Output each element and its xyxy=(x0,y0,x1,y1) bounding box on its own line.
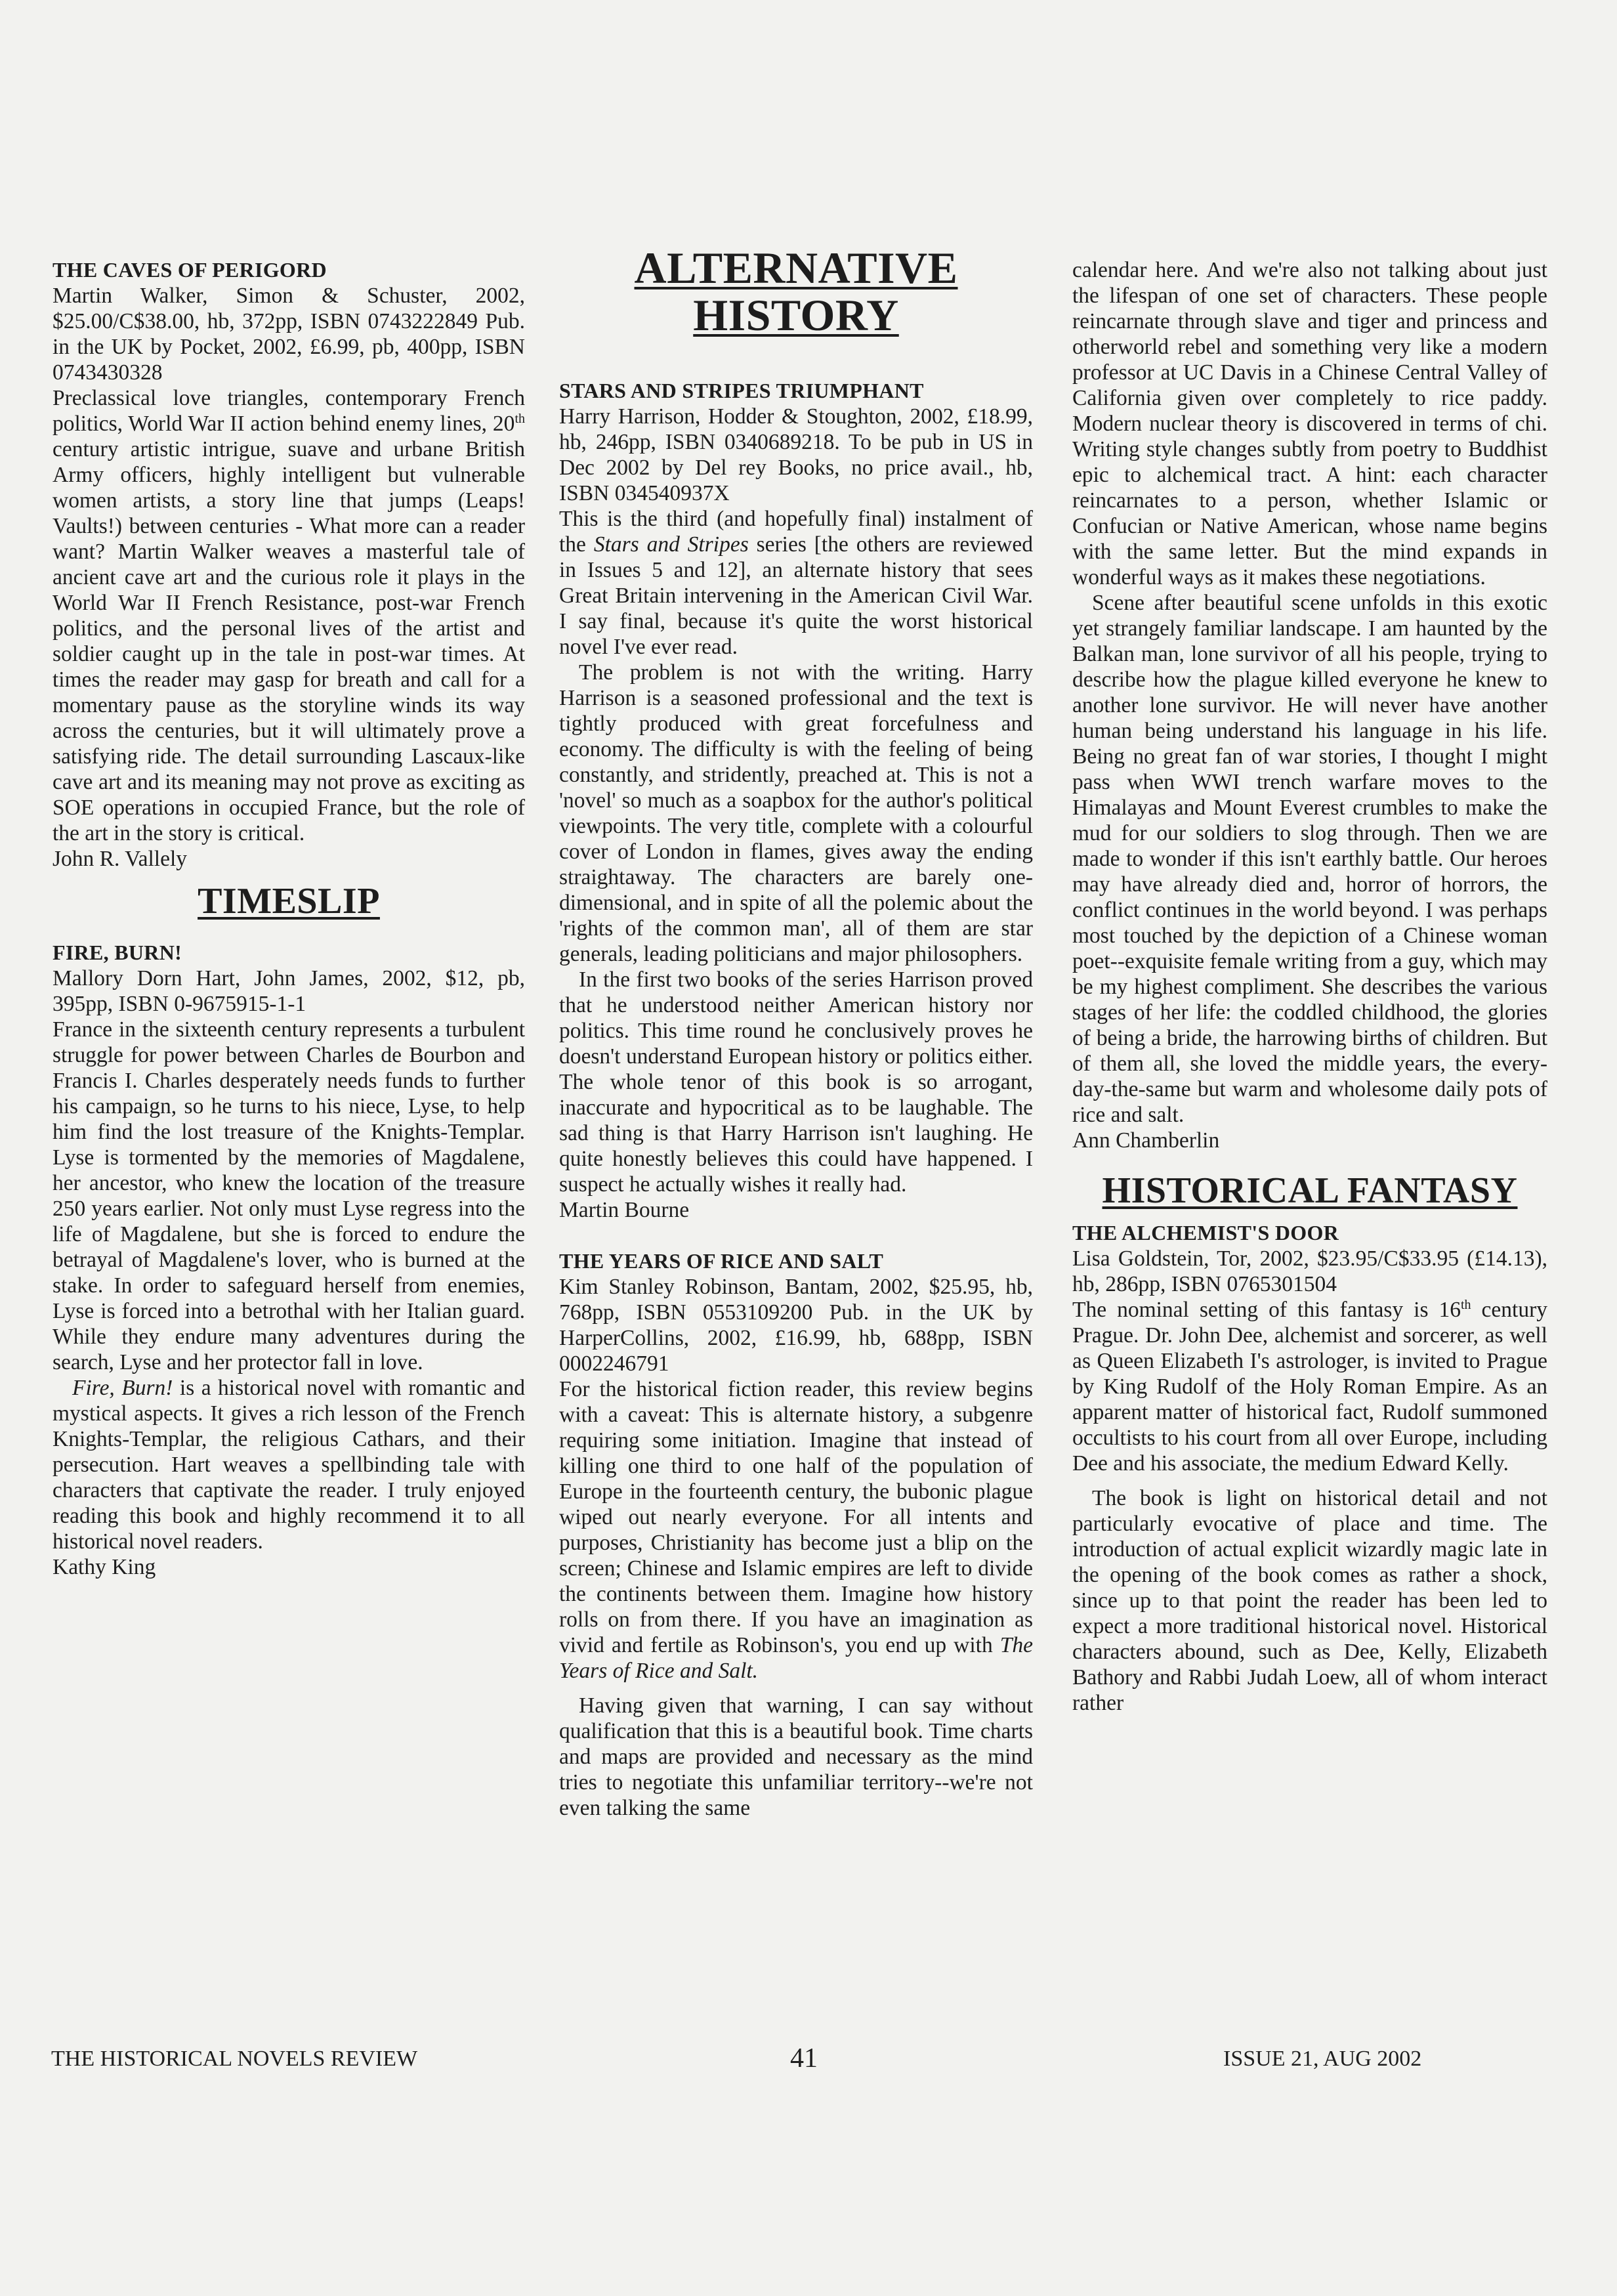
section-heading-timeslip: TIMESLIP xyxy=(198,881,380,922)
review-title: THE CAVES OF PERIGORD xyxy=(52,258,327,282)
book-title-italic: Stars and Stripes xyxy=(593,532,749,557)
review-body: The book is light on historical detail and not particularly evocative of place and time. The introduction of actual explicit wizardly magic late in the opening of the book comes as rather a shock, since up to that point the reader has been led to expect a more traditional historical novel. Historical characters abound, such as Dee, Kelly, Elizabeth Bathory and Rabbi Judah Loew, all of whom interact rather xyxy=(1072,1486,1547,1715)
review-text: For the historical fiction reader, this review begins with a caveat: This is alternate history, a subgenre requiring some initiation. Imagine that instead of killing one third to one half of the population of Europe in the fourteenth century, the bubonic plague wiped out nearly everyone. For all intents and purposes, Christianity has become just a blip on the screen; Chinese and Islamic empires are left to divide the continents between them. Imagine how history rolls on from there. If you have an imagination as vivid and fertile as Robinson's, you end up with xyxy=(559,1377,1033,1657)
superscript: th xyxy=(1461,1297,1471,1312)
column-left xyxy=(52,257,525,1580)
column-right xyxy=(1072,257,1547,1716)
review-author: Martin Bourne xyxy=(559,1198,690,1222)
review-title: THE YEARS OF RICE AND SALT xyxy=(559,1249,884,1273)
section-heading-line: ALTERNATIVE xyxy=(634,243,958,293)
review-body: Scene after beautiful scene unfolds in this exotic yet strangely familiar landscape. I am haunted by the Balkan man, lone survivor of all his people, trying to describe how the plague killed everyone he knew to another lone survivor. He will never have another human being understand his language in his life. Being no great fan of war stories, I thought I might pass when WWI trench warfare moves to the Himalayas and Mount Everest crumbles to make the mud for our soldiers to slog through. Then we are made to wonder if this isn't earthly battle. Our heroes may have already died and, horror of horrors, the conflict continues in the world beyond. I was perhaps most touched by the depiction of a Chinese woman poet--exquisite female writing from a guy, which may be my highest compliment. She describes the various stages of her life: the coddled childhood, the glories of being a bride, the harrowing births of children. But of them all, she loved the middle years, the every-day-the-same but warm and wholesome daily pots of rice and salt. xyxy=(1072,591,1547,1127)
review-text: series [the others are reviewed in Issues 5 and 12], an alternate history that sees Great Britain intervening in the American Civil War. I say final, because it's quite the worst historical novel I've ever read. xyxy=(559,532,1033,659)
review-author: John R. Vallely xyxy=(52,847,188,871)
review-author: Kathy King xyxy=(52,1555,156,1579)
review-text: Preclassical love triangles, contemporary French politics, World War II action behind enemy lines, 20 xyxy=(52,386,525,436)
review-text: is a historical novel with romantic and mystical aspects. It gives a rich lesson of the French Knights-Templar, the religious Cathars, and their persecution. Hart weaves a spellbinding tale with characters that captivate the reader. I truly enjoyed reading this book and highly recommend it to all historical novel readers. xyxy=(52,1376,525,1554)
review-body xyxy=(1072,1297,1547,1476)
footer-publication: THE HISTORICAL NOVELS REVIEW xyxy=(51,2047,418,2071)
review-body xyxy=(559,1376,1033,1684)
review-meta: Harry Harrison, Hodder & Stoughton, 2002, £18.99, hb, 246pp, ISBN 0340689218. To be pub in US in Dec 2002 by Del rey Books, no price avail., hb, ISBN 034540937X xyxy=(559,404,1033,505)
review-text: century artistic intrigue, suave and urbane British Army officers, highly intelligent but vulnerable women artists, a story line that jumps (Leaps! Vaults!) between centuries - What more can a reader want? Martin Walker weaves a masterful tale of ancient cave art and the curious role it plays in the World War II French Resistance, post-war French politics, and the personal lives of the artist and soldier caught up in the tale in post-war times. At times the reader may gasp for breath and call for a momentary pause as the storyline winds its way across the centuries, but it will ultimately prove a satisfying ride. The detail surrounding Lascaux-like cave art and its meaning may not prove as exciting as SOE operations in occupied France, but the role of the art in the story is critical. xyxy=(52,437,525,845)
spacer xyxy=(559,1223,1033,1248)
section-heading-alternative-history xyxy=(559,244,1033,339)
column-middle xyxy=(559,243,1033,1821)
section-heading-historical-fantasy: HISTORICAL FANTASY xyxy=(1102,1170,1518,1211)
book-title-italic: The Years of Rice and Salt. xyxy=(559,1633,1033,1683)
review-text: This is the third (and hopefully final) instalment of the xyxy=(559,507,1033,557)
review-body: In the first two books of the series Harrison proved that he understood neither American history nor politics. This time round he conclusively proves he doesn't understand European history or politics either. The whole tenor of this book is so arrogant, inaccurate and hypocritical as to be laughable. The sad thing is that Harry Harrison isn't laughing. He quite honestly believes this could have happened. I suspect he actually wishes it really had. xyxy=(559,967,1033,1197)
review-author: Ann Chamberlin xyxy=(1072,1128,1220,1153)
review-body: calendar here. And we're also not talking about just the lifespan of one set of characters. These people reincarnate through slave and tiger and princess and otherworld rebel and something very like a modern professor at UC Davis in a Chinese Central Valley of California given over completely to rice paddy. Modern nuclear theory is discovered in terms of chi. Writing style changes subtly from poetry to Buddhist epic to alchemical tract. A hint: each character reincarnates to a person, whether Islamic or Confucian or Native American, whose name begins with the same letter. But the mind expands in wonderful ways as it makes these negotiations. xyxy=(1072,258,1547,589)
review-title: FIRE, BURN! xyxy=(52,941,182,964)
review-text: The nominal setting of this fantasy is 16 xyxy=(1072,1298,1461,1322)
review-meta: Kim Stanley Robinson, Bantam, 2002, $25.95, hb, 768pp, ISBN 0553109200 Pub. in the UK by HarperCollins, 2002, £16.99, hb, 688pp, ISBN 0002246791 xyxy=(559,1275,1033,1376)
review-body xyxy=(52,1375,525,1554)
book-title-italic: Fire, Burn! xyxy=(72,1376,173,1400)
review-title: STARS AND STRIPES TRIUMPHANT xyxy=(559,379,924,402)
review-text: century Prague. Dr. John Dee, alchemist and sorcerer, as well as Queen Elizabeth I's astrologer, is invited to Prague by King Rudolf of the Holy Roman Empire. As an apparent matter of historical fact, Rudolf summoned occultists to his court from all over Europe, including Dee and his associate, the medium Edward Kelly. xyxy=(1072,1298,1547,1476)
review-title: THE ALCHEMIST'S DOOR xyxy=(1072,1221,1339,1244)
section-heading-line: HISTORY xyxy=(693,290,899,340)
review-body: The problem is not with the writing. Harry Harrison is a seasoned professional and the text is tightly produced with great forcefulness and economy. The difficulty is with the feeling of being constantly, and stridently, preached at. This is not a 'novel' so much as a soapbox for the author's political viewpoints. The very title, complete with a colourful cover of London in flames, gives away the ending straightaway. The characters are barely one-dimensional, and in spite of all the polemic about the 'rights of the common man', all of them are star generals, leading politicians and major philosophers. xyxy=(559,660,1033,966)
superscript: th xyxy=(514,411,525,426)
footer-issue: ISSUE 21, AUG 2002 xyxy=(1223,2047,1422,2071)
review-body xyxy=(559,506,1033,660)
review-body xyxy=(52,385,525,846)
review-meta: Mallory Dorn Hart, John James, 2002, $12, pb, 395pp, ISBN 0-9675915-1-1 xyxy=(52,966,525,1016)
review-meta: Martin Walker, Simon & Schuster, 2002, $25.00/C$38.00, hb, 372pp, ISBN 0743222849 Pub. in the UK by Pocket, 2002, £6.99, pb, 400pp, ISBN 0743430328 xyxy=(52,284,525,385)
review-body: Having given that warning, I can say without qualification that this is a beautiful book. Time charts and maps are provided and necessary as the mind tries to negotiate this unfamiliar territory--we're not even talking the same xyxy=(559,1693,1033,1820)
review-meta: Lisa Goldstein, Tor, 2002, $23.95/C$33.95 (£14.13), hb, 286pp, ISBN 0765301504 xyxy=(1072,1246,1547,1296)
review-body: France in the sixteenth century represents a turbulent struggle for power between Charles de Bourbon and Francis I. Charles desperately needs funds to further his campaign, so he turns to his niece, Lyse, to help him find the lost treasure of the Knights-Templar. Lyse is tormented by the memories of Magdalene, her ancestor, who knew the location of the treasure 250 years earlier. Not only must Lyse regress into the life of Magdalene, but she is forced to endure the betrayal of Magdalene's lover, who is burned at the stake. In order to safeguard herself from enemies, Lyse is forced into a betrothal with her Italian guard. While they endure many adventures during the search, Lyse and her protector fall in love. xyxy=(52,1017,525,1374)
page-number: 41 xyxy=(790,2043,818,2073)
